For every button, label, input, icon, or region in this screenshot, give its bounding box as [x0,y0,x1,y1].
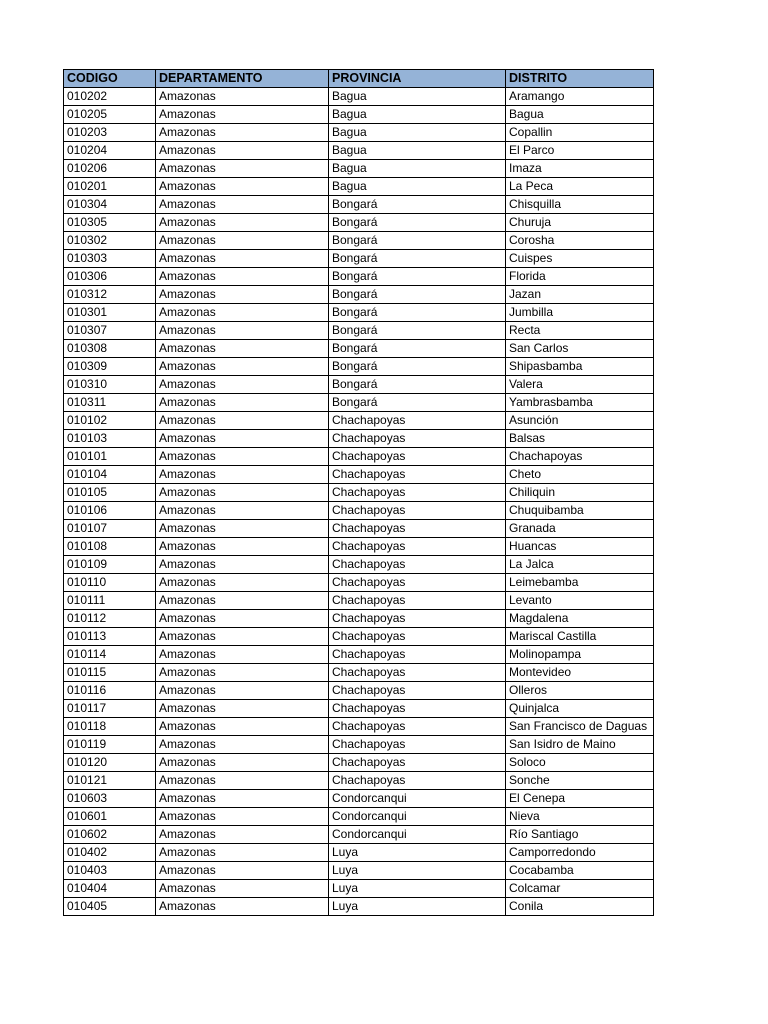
cell-distrito: Yambrasbamba [506,394,654,412]
cell-distrito: Cocabamba [506,862,654,880]
column-header-departamento: DEPARTAMENTO [156,70,329,88]
cell-provincia: Bongará [329,376,506,394]
cell-codigo: 010115 [64,664,156,682]
cell-departamento: Amazonas [156,124,329,142]
table-row [64,790,654,808]
cell-codigo: 010307 [64,322,156,340]
table-header [64,70,654,88]
cell-provincia: Bongará [329,214,506,232]
spreadsheet [63,69,653,916]
table-row [64,862,654,880]
cell-distrito: Soloco [506,754,654,772]
cell-distrito: Corosha [506,232,654,250]
table-row [64,520,654,538]
cell-provincia: Luya [329,898,506,916]
table-row [64,880,654,898]
cell-provincia: Luya [329,844,506,862]
cell-distrito: Levanto [506,592,654,610]
column-header-codigo: CODIGO [64,70,156,88]
cell-departamento: Amazonas [156,358,329,376]
table-row [64,754,654,772]
cell-codigo: 010201 [64,178,156,196]
cell-departamento: Amazonas [156,448,329,466]
cell-departamento: Amazonas [156,88,329,106]
cell-codigo: 010104 [64,466,156,484]
cell-distrito: Florida [506,268,654,286]
cell-provincia: Chachapoyas [329,466,506,484]
table-row [64,160,654,178]
cell-departamento: Amazonas [156,304,329,322]
cell-departamento: Amazonas [156,340,329,358]
cell-departamento: Amazonas [156,772,329,790]
cell-distrito: Chisquilla [506,196,654,214]
cell-distrito: Río Santiago [506,826,654,844]
table-row [64,124,654,142]
cell-departamento: Amazonas [156,250,329,268]
cell-distrito: Camporredondo [506,844,654,862]
cell-departamento: Amazonas [156,682,329,700]
cell-departamento: Amazonas [156,880,329,898]
table-row [64,340,654,358]
cell-distrito: Bagua [506,106,654,124]
cell-provincia: Bongará [329,340,506,358]
cell-departamento: Amazonas [156,790,329,808]
cell-distrito: San Isidro de Maino [506,736,654,754]
cell-distrito: Mariscal Castilla [506,628,654,646]
cell-provincia: Bongará [329,250,506,268]
cell-departamento: Amazonas [156,376,329,394]
cell-distrito: Shipasbamba [506,358,654,376]
cell-departamento: Amazonas [156,196,329,214]
table-row [64,646,654,664]
cell-provincia: Luya [329,880,506,898]
column-header-provincia: PROVINCIA [329,70,506,88]
cell-departamento: Amazonas [156,430,329,448]
cell-provincia: Bongará [329,304,506,322]
cell-codigo: 010114 [64,646,156,664]
cell-provincia: Chachapoyas [329,682,506,700]
table-row [64,430,654,448]
cell-codigo: 010309 [64,358,156,376]
cell-distrito: Jumbilla [506,304,654,322]
cell-codigo: 010603 [64,790,156,808]
cell-codigo: 010310 [64,376,156,394]
cell-codigo: 010403 [64,862,156,880]
table-row [64,718,654,736]
cell-departamento: Amazonas [156,808,329,826]
cell-provincia: Chachapoyas [329,538,506,556]
cell-departamento: Amazonas [156,286,329,304]
table-row [64,394,654,412]
cell-departamento: Amazonas [156,718,329,736]
cell-distrito: Huancas [506,538,654,556]
cell-departamento: Amazonas [156,394,329,412]
table-row [64,898,654,916]
cell-distrito: Molinopampa [506,646,654,664]
cell-departamento: Amazonas [156,268,329,286]
cell-distrito: Imaza [506,160,654,178]
cell-departamento: Amazonas [156,484,329,502]
table-row [64,196,654,214]
cell-departamento: Amazonas [156,700,329,718]
cell-distrito: El Parco [506,142,654,160]
table-row [64,574,654,592]
cell-codigo: 010402 [64,844,156,862]
cell-distrito: Cheto [506,466,654,484]
cell-codigo: 010405 [64,898,156,916]
table-row [64,628,654,646]
table-row [64,664,654,682]
cell-distrito: Olleros [506,682,654,700]
cell-distrito: Chuquibamba [506,502,654,520]
cell-provincia: Bongará [329,322,506,340]
table-row [64,808,654,826]
table-row [64,358,654,376]
cell-codigo: 010602 [64,826,156,844]
cell-departamento: Amazonas [156,610,329,628]
cell-departamento: Amazonas [156,160,329,178]
cell-distrito: La Peca [506,178,654,196]
cell-provincia: Chachapoyas [329,646,506,664]
cell-provincia: Bagua [329,142,506,160]
table-row [64,88,654,106]
cell-distrito: Colcamar [506,880,654,898]
cell-provincia: Chachapoyas [329,502,506,520]
cell-codigo: 010116 [64,682,156,700]
cell-codigo: 010105 [64,484,156,502]
cell-distrito: El Cenepa [506,790,654,808]
cell-codigo: 010106 [64,502,156,520]
header-row [64,70,654,88]
table-row [64,556,654,574]
cell-distrito: Granada [506,520,654,538]
cell-codigo: 010306 [64,268,156,286]
cell-provincia: Chachapoyas [329,628,506,646]
cell-departamento: Amazonas [156,520,329,538]
table-row [64,214,654,232]
cell-distrito: Asunción [506,412,654,430]
cell-provincia: Chachapoyas [329,736,506,754]
cell-departamento: Amazonas [156,646,329,664]
table-row [64,682,654,700]
table-row [64,178,654,196]
column-header-distrito: DISTRITO [506,70,654,88]
table-row [64,772,654,790]
cell-departamento: Amazonas [156,412,329,430]
cell-provincia: Bagua [329,178,506,196]
cell-distrito: Valera [506,376,654,394]
cell-provincia: Chachapoyas [329,610,506,628]
cell-codigo: 010109 [64,556,156,574]
cell-departamento: Amazonas [156,106,329,124]
table-row [64,106,654,124]
cell-departamento: Amazonas [156,898,329,916]
table-row [64,700,654,718]
cell-codigo: 010204 [64,142,156,160]
cell-departamento: Amazonas [156,538,329,556]
cell-distrito: Sonche [506,772,654,790]
table-row [64,484,654,502]
cell-distrito: Cuispes [506,250,654,268]
table-row [64,736,654,754]
cell-distrito: Quinjalca [506,700,654,718]
table-row [64,322,654,340]
cell-distrito: Jazan [506,286,654,304]
cell-codigo: 010304 [64,196,156,214]
cell-departamento: Amazonas [156,736,329,754]
cell-provincia: Bagua [329,106,506,124]
table-row [64,538,654,556]
cell-provincia: Chachapoyas [329,484,506,502]
cell-departamento: Amazonas [156,556,329,574]
cell-codigo: 010311 [64,394,156,412]
cell-codigo: 010206 [64,160,156,178]
cell-codigo: 010301 [64,304,156,322]
cell-codigo: 010305 [64,214,156,232]
cell-provincia: Condorcanqui [329,790,506,808]
cell-codigo: 010119 [64,736,156,754]
cell-codigo: 010113 [64,628,156,646]
cell-provincia: Bongará [329,286,506,304]
cell-codigo: 010202 [64,88,156,106]
cell-departamento: Amazonas [156,466,329,484]
table-row [64,826,654,844]
cell-provincia: Bongará [329,358,506,376]
cell-distrito: Magdalena [506,610,654,628]
district-table [63,69,654,916]
cell-provincia: Condorcanqui [329,808,506,826]
cell-codigo: 010107 [64,520,156,538]
cell-distrito: Montevideo [506,664,654,682]
cell-distrito: Conila [506,898,654,916]
cell-codigo: 010120 [64,754,156,772]
table-row [64,304,654,322]
table-row [64,844,654,862]
cell-provincia: Chachapoyas [329,664,506,682]
table-row [64,376,654,394]
cell-provincia: Luya [329,862,506,880]
table-row [64,268,654,286]
cell-codigo: 010102 [64,412,156,430]
cell-distrito: Chiliquin [506,484,654,502]
cell-codigo: 010121 [64,772,156,790]
cell-distrito: Leimebamba [506,574,654,592]
cell-provincia: Chachapoyas [329,412,506,430]
cell-provincia: Chachapoyas [329,430,506,448]
cell-provincia: Chachapoyas [329,574,506,592]
cell-codigo: 010205 [64,106,156,124]
cell-distrito: Copallin [506,124,654,142]
cell-distrito: Churuja [506,214,654,232]
cell-codigo: 010101 [64,448,156,466]
cell-codigo: 010303 [64,250,156,268]
cell-departamento: Amazonas [156,592,329,610]
table-row [64,592,654,610]
cell-codigo: 010103 [64,430,156,448]
table-row [64,466,654,484]
cell-departamento: Amazonas [156,232,329,250]
cell-departamento: Amazonas [156,844,329,862]
table-row [64,286,654,304]
table-row [64,142,654,160]
cell-distrito: Recta [506,322,654,340]
cell-provincia: Chachapoyas [329,718,506,736]
table-row [64,610,654,628]
cell-codigo: 010118 [64,718,156,736]
cell-departamento: Amazonas [156,142,329,160]
cell-provincia: Bagua [329,160,506,178]
cell-distrito: Aramango [506,88,654,106]
cell-departamento: Amazonas [156,628,329,646]
cell-departamento: Amazonas [156,502,329,520]
table-row [64,232,654,250]
cell-departamento: Amazonas [156,862,329,880]
table-row [64,250,654,268]
cell-departamento: Amazonas [156,574,329,592]
cell-codigo: 010308 [64,340,156,358]
cell-provincia: Bongará [329,232,506,250]
cell-provincia: Chachapoyas [329,556,506,574]
cell-departamento: Amazonas [156,178,329,196]
table-row [64,412,654,430]
cell-provincia: Chachapoyas [329,520,506,538]
cell-departamento: Amazonas [156,826,329,844]
cell-provincia: Bagua [329,88,506,106]
cell-provincia: Chachapoyas [329,448,506,466]
cell-distrito: Balsas [506,430,654,448]
cell-provincia: Bongará [329,394,506,412]
cell-departamento: Amazonas [156,322,329,340]
cell-codigo: 010404 [64,880,156,898]
cell-provincia: Chachapoyas [329,592,506,610]
cell-provincia: Bagua [329,124,506,142]
cell-provincia: Bongará [329,268,506,286]
cell-distrito: San Carlos [506,340,654,358]
cell-distrito: La Jalca [506,556,654,574]
cell-distrito: Chachapoyas [506,448,654,466]
cell-codigo: 010110 [64,574,156,592]
cell-provincia: Bongará [329,196,506,214]
cell-codigo: 010302 [64,232,156,250]
table-row [64,448,654,466]
cell-departamento: Amazonas [156,754,329,772]
cell-distrito: San Francisco de Daguas [506,718,654,736]
cell-codigo: 010108 [64,538,156,556]
cell-provincia: Chachapoyas [329,754,506,772]
cell-codigo: 010203 [64,124,156,142]
cell-codigo: 010111 [64,592,156,610]
cell-departamento: Amazonas [156,664,329,682]
cell-codigo: 010312 [64,286,156,304]
cell-provincia: Chachapoyas [329,772,506,790]
cell-codigo: 010601 [64,808,156,826]
cell-codigo: 010117 [64,700,156,718]
cell-distrito: Nieva [506,808,654,826]
table-row [64,502,654,520]
cell-provincia: Chachapoyas [329,700,506,718]
cell-codigo: 010112 [64,610,156,628]
cell-provincia: Condorcanqui [329,826,506,844]
table-body [64,88,654,916]
cell-departamento: Amazonas [156,214,329,232]
